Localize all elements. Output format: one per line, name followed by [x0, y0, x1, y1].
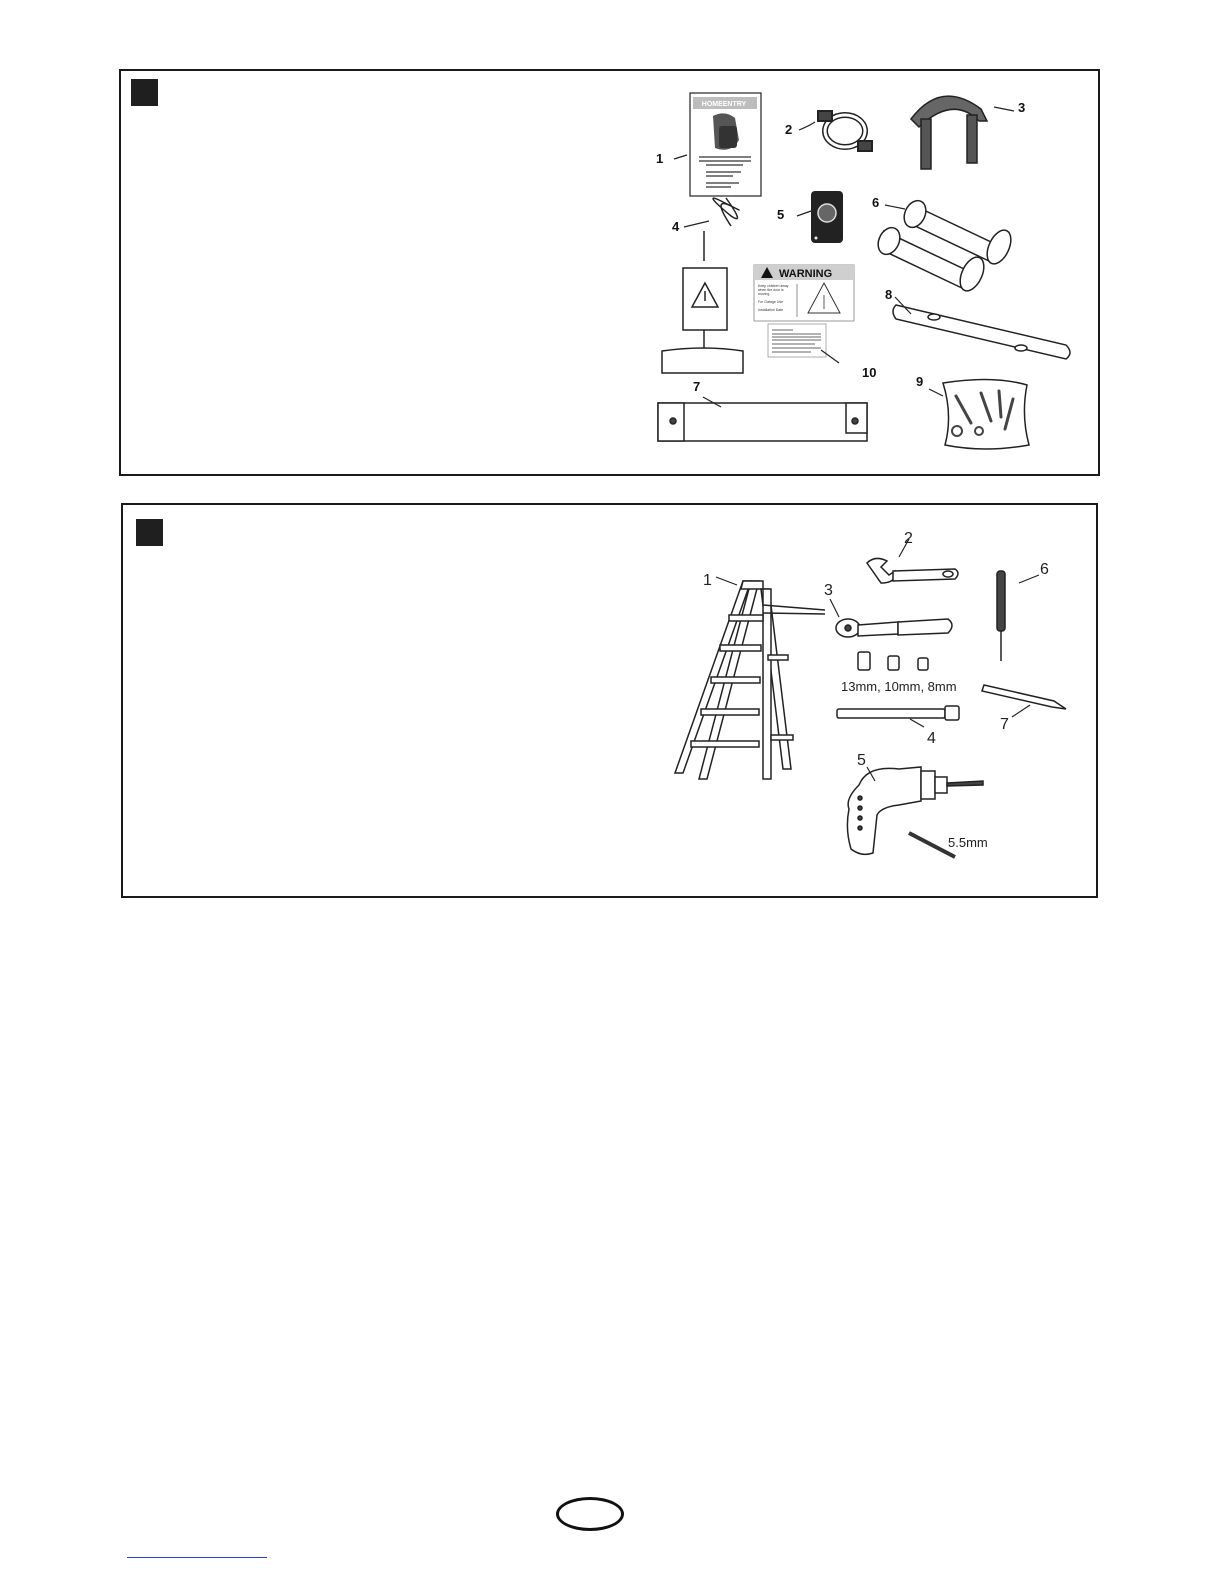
- contents-panel: [119, 69, 1100, 476]
- adjustable-wrench: [867, 558, 958, 583]
- tool-callout-1: 1: [703, 572, 712, 589]
- tool-callout-3: 3: [824, 582, 833, 599]
- warning-line-4: For Garage Use: [758, 300, 784, 304]
- tube-spacers: [874, 197, 1016, 294]
- warning-line-5: Installation Date: [758, 308, 784, 312]
- socket-extension-bar: [837, 706, 959, 720]
- warning-title: WARNING: [779, 268, 833, 280]
- callout-6: 6: [872, 195, 880, 210]
- tool-callout-6: 6: [1040, 561, 1049, 578]
- flat-bar: [893, 305, 1070, 359]
- tool-callout-7: 7: [1000, 716, 1009, 733]
- footer-link-line: [127, 1557, 267, 1558]
- pencil: [982, 685, 1066, 709]
- tool-callout-5: 5: [857, 752, 866, 769]
- u-bolt-bracket: [911, 96, 987, 169]
- socket-sizes-label: 13mm, 10mm, 8mm: [841, 679, 957, 694]
- tools-illustration: [123, 505, 1100, 900]
- small-warning-label: [768, 324, 826, 357]
- tool-callout-2: 2: [904, 530, 913, 547]
- callout-7: 7: [693, 379, 701, 394]
- warning-line-2: when the door is: [758, 288, 784, 292]
- callout-1: 1: [656, 151, 664, 166]
- screwdriver: [997, 571, 1005, 661]
- drill-bit-size-label: 5.5mm: [948, 835, 988, 850]
- page-marker-oval: [556, 1497, 624, 1531]
- fastener-bag: [943, 379, 1029, 449]
- warning-label: [754, 265, 854, 321]
- callout-3: 3: [1018, 100, 1026, 115]
- manual-booklet: [690, 93, 761, 196]
- warning-line-3: moving.: [758, 292, 771, 296]
- callout-4: 4: [672, 219, 680, 234]
- callout-8: 8: [885, 287, 893, 302]
- manual-brand: HOMEENTRY: [701, 101, 747, 108]
- clamp-bracket: [818, 111, 872, 151]
- callout-5: 5: [777, 207, 785, 222]
- contents-illustration: [121, 71, 1102, 478]
- tool-callout-4: 4: [927, 730, 936, 747]
- stepladder: [675, 581, 825, 779]
- callout-10: 10: [862, 365, 877, 380]
- warning-line-1: Keep children away: [758, 284, 789, 288]
- tools-panel: [121, 503, 1098, 898]
- ratchet-with-sockets: [836, 619, 952, 670]
- rail-section: [658, 403, 867, 441]
- callout-2: 2: [785, 122, 793, 137]
- callout-9: 9: [916, 374, 924, 389]
- wall-push-button: [811, 191, 843, 243]
